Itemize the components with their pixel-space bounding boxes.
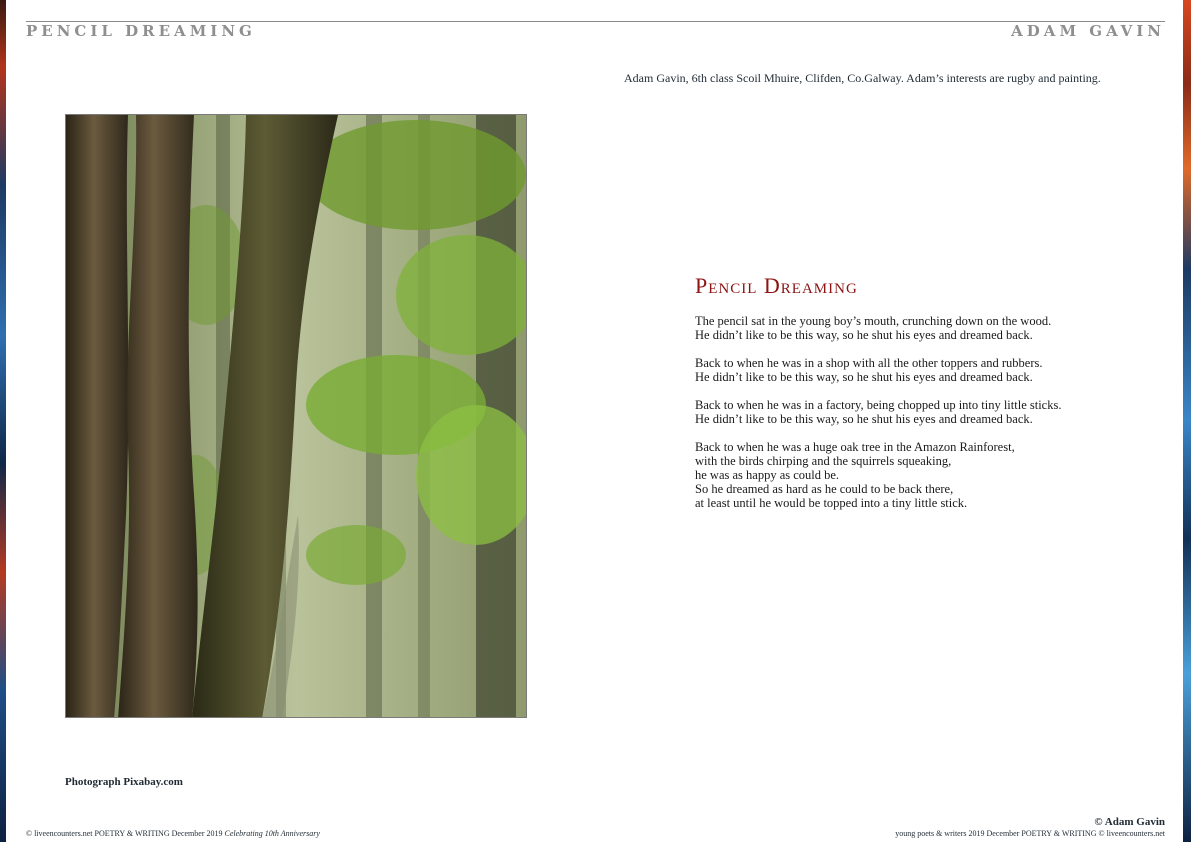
- poem-line: So he dreamed as hard as he could to be back there,: [695, 482, 954, 496]
- decorative-right-border: [1183, 0, 1191, 842]
- poem-stanza: [695, 398, 1135, 426]
- footer-right: young poets & writers 2019 December POETRY & WRITING © liveencounters.net: [895, 829, 1165, 838]
- poem-stanza: [695, 440, 1135, 510]
- copyright-notice: © Adam Gavin: [1094, 816, 1165, 828]
- forest-photo: [65, 114, 527, 718]
- poem-line: Back to when he was a huge oak tree in the Amazon Rainforest,: [695, 440, 1015, 454]
- forest-photo-icon: [66, 115, 527, 718]
- poem-line: He didn’t like to be this way, so he shut his eyes and dreamed back.: [695, 370, 1033, 384]
- poem-title: Pencil Dreaming: [695, 273, 858, 298]
- footer-left: [26, 829, 320, 838]
- footer-left-anniversary: Celebrating 10th Anniversary: [224, 829, 320, 838]
- poem-line: with the birds chirping and the squirrels squeaking,: [695, 454, 952, 468]
- poem-line: He didn’t like to be this way, so he shut his eyes and dreamed back.: [695, 412, 1033, 426]
- author-bio: Adam Gavin, 6th class Scoil Mhuire, Clifden, Co.Galway. Adam’s interests are rugby and painting.: [624, 71, 1101, 85]
- poem-stanza: [695, 356, 1135, 384]
- poem-line: Back to when he was in a factory, being chopped up into tiny little sticks.: [695, 398, 1062, 412]
- poem-line: Back to when he was in a shop with all the other toppers and rubbers.: [695, 356, 1043, 370]
- photo-credit: Photograph Pixabay.com: [65, 776, 183, 788]
- poem-line: The pencil sat in the young boy’s mouth, crunching down on the wood.: [695, 314, 1052, 328]
- poem-stanza: [695, 314, 1135, 342]
- running-head-author: ADAM GAVIN: [1011, 22, 1165, 40]
- poem-line: He didn’t like to be this way, so he shut his eyes and dreamed back.: [695, 328, 1033, 342]
- poem-body: [695, 314, 1135, 524]
- running-head-title: PENCIL DREAMING: [26, 22, 256, 40]
- poem-line: at least until he would be topped into a tiny little stick.: [695, 496, 968, 510]
- poem-line: he was as happy as could be.: [695, 468, 840, 482]
- decorative-left-border: [0, 0, 6, 842]
- footer-left-text: © liveencounters.net POETRY & WRITING December 2019: [26, 829, 223, 838]
